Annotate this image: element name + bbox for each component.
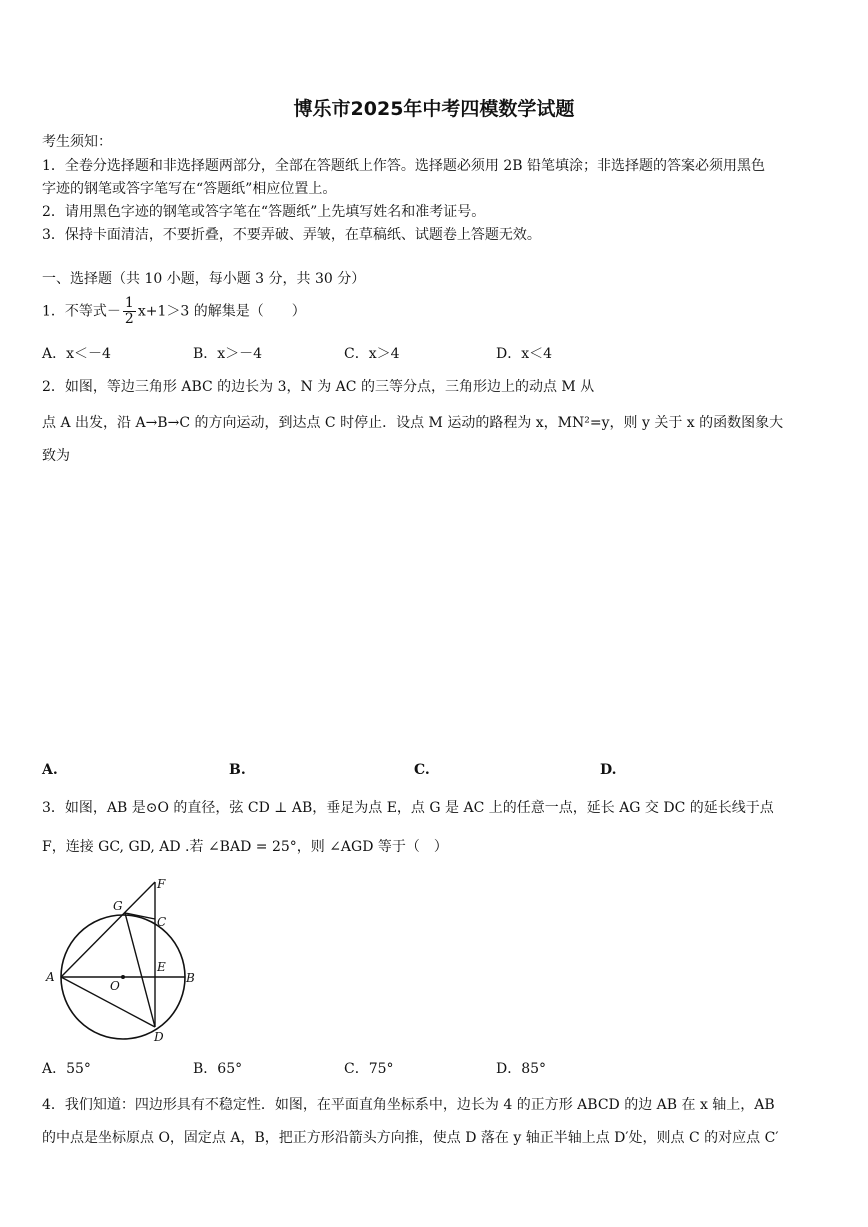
notice-heading: 考生须知： xyxy=(42,134,112,150)
figure-label-g: G xyxy=(113,899,123,913)
question-2-line-3: 致为 xyxy=(42,448,70,464)
question-1-prefix: 1．不等式－ xyxy=(42,303,121,320)
question-2-line-2: 点 A 出发，沿 A→B→C 的方向运动，到达点 C 时停止．设点 M 运动的路程为 x，MN²=y，则 y 关于 x 的函数图象大 xyxy=(42,415,784,431)
q3-option-c: C．75° xyxy=(344,1061,394,1077)
question-1-suffix: x+1＞3 的解集是（ ） xyxy=(137,303,306,320)
notice-item-2: 2．请用黑色字迹的钢笔或答字笔在“答题纸”上先填写姓名和准考证号。 xyxy=(42,204,486,220)
page-title: 博乐市2025年中考四模数学试题 xyxy=(293,98,575,120)
q1-option-c: C．x＞4 xyxy=(344,346,400,362)
fraction xyxy=(123,296,136,327)
question-2-line-1: 2．如图，等边三角形 ABC 的边长为 3，N 为 AC 的三等分点，三角形边上的动点 M 从 xyxy=(42,379,595,395)
figure-label-b: B xyxy=(186,971,195,985)
line-ad xyxy=(61,977,155,1027)
section-heading: 一、选择题（共 10 小题，每小题 3 分，共 30 分） xyxy=(42,271,366,287)
notice-item-1-cont: 字迹的钢笔或答字笔写在“答题纸”相应位置上。 xyxy=(42,181,337,197)
question-4-line-2: 的中点是坐标原点 O，固定点 A，B，把正方形沿箭头方向推，使点 D 落在 y 轴正半轴上点 D′处，则点 C 的对应点 C′ xyxy=(42,1130,779,1146)
q2-option-a: A. xyxy=(42,762,58,778)
circle-geometry-figure xyxy=(40,870,210,1050)
q2-option-b: B. xyxy=(229,762,246,778)
line-gd xyxy=(125,913,155,1027)
line-af xyxy=(61,882,155,977)
figure-label-c: C xyxy=(157,915,167,929)
q3-option-d: D．85° xyxy=(496,1061,547,1077)
q1-option-b: B．x＞－4 xyxy=(193,346,263,362)
q2-option-d: D. xyxy=(600,762,617,778)
figure-label-d: D xyxy=(154,1030,164,1044)
figure-label-e: E xyxy=(157,960,166,974)
q3-option-b: B．65° xyxy=(193,1061,243,1077)
fraction-numerator: 1 xyxy=(124,295,134,311)
figure-label-o: O xyxy=(110,979,120,993)
center-point-o xyxy=(121,975,125,979)
q2-option-c: C. xyxy=(414,762,430,778)
q1-option-d: D．x＜4 xyxy=(496,346,553,362)
notice-item-3: 3．保持卡面清洁，不要折叠，不要弄破、弄皱，在草稿纸、试题卷上答题无效。 xyxy=(42,227,541,243)
question-1 xyxy=(42,296,306,327)
q3-option-a: A．55° xyxy=(42,1061,91,1077)
notice-item-1: 1．全卷分选择题和非选择题两部分，全部在答题纸上作答。选择题必须用 2B 铅笔填涂；非选择题的答案必须用黑色 xyxy=(42,158,765,174)
fraction-denominator: 2 xyxy=(124,311,134,327)
question-4-line-1: 4．我们知道：四边形具有不稳定性．如图，在平面直角坐标系中，边长为 4 的正方形 ABCD 的边 AB 在 x 轴上，AB xyxy=(42,1097,775,1113)
figure-label-f: F xyxy=(157,877,166,891)
question-3-line-2: F，连接 GC, GD, AD .若 ∠BAD = 25°，则 ∠AGD 等于（ ） xyxy=(42,839,448,855)
q1-option-a: A．x＜－4 xyxy=(42,346,111,362)
figure-label-a: A xyxy=(46,970,55,984)
question-3-line-1: 3．如图，AB 是⊙O 的直径，弦 CD ⊥ AB，垂足为点 E，点 G 是 AC 上的任意一点，延长 AG 交 DC 的延长线于点 xyxy=(42,800,774,816)
